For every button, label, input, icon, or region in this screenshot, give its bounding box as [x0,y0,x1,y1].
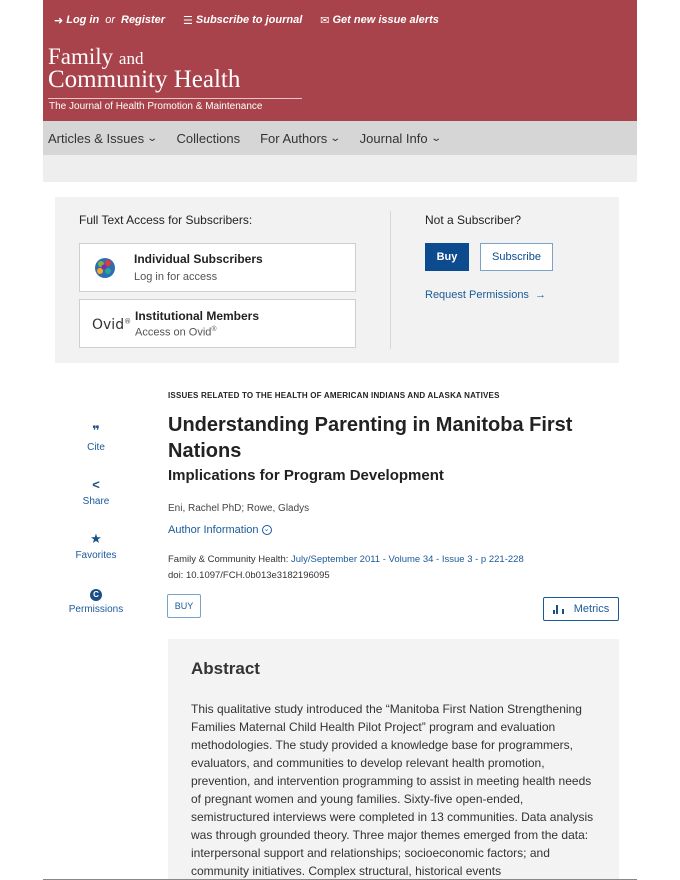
citation-journal: Family & Community Health: [168,554,292,565]
login-icon: ➜ [54,14,64,27]
nav-journal-info[interactable] [360,131,440,146]
institutional-title: Institutional Members [135,309,260,323]
favorites-label: Favorites [75,550,117,561]
individual-title: Individual Subscribers [134,252,263,266]
chevron-down-icon: ⌄ [146,132,159,144]
star-icon: ★ [90,531,102,546]
logo-divider [48,98,302,99]
individual-subscribers-card[interactable] [79,243,356,292]
or-text: or [105,14,115,26]
buy-button[interactable]: Buy [425,243,469,271]
article-doi: doi: 10.1097/FCH.0b013e3182196095 [168,570,330,581]
sub-nav-bar [43,155,637,182]
cite-action[interactable] [66,424,126,453]
nav-articles-issues[interactable] [48,130,159,146]
bar-chart-icon [553,605,564,614]
institutional-subtitle: Access on Ovid® [135,326,217,339]
not-subscriber-label: Not a Subscriber? [425,213,522,227]
quote-icon: ❞ [92,423,100,438]
ovid-logo-text: Ovid [92,317,125,333]
request-permissions-link[interactable] [425,289,546,301]
cite-label: Cite [87,442,105,453]
favorites-action[interactable] [66,532,126,561]
metrics-label: Metrics [573,603,610,615]
logo-word-family: Family [48,44,114,69]
chevron-down-circle-icon: ⌄ [262,525,272,535]
site-header [43,0,637,121]
article-authors[interactable]: Eni, Rachel PhD; Rowe, Gladys [168,503,310,514]
issue-alerts-link[interactable]: Get new issue alerts [332,14,439,26]
share-action[interactable] [66,478,126,507]
wolters-kluwer-logo-icon [94,256,118,280]
nav-label: Articles & Issues [48,130,145,146]
article-section-kicker: ISSUES RELATED TO THE HEALTH OF AMERICAN INDIANS AND ALASKA NATIVES [168,391,500,400]
abstract-text: This qualitative study introduced the “Manitoba First Nation Strengthening Families Maternal Child Health Pilot Project” program and evaluation methodologies. The study provided a knowledge base for programmers, evaluators, and communities to develop relevant health promotion, prevention, and intervention programming to assist in meeting health needs of pregnant women and young families. Sixty-five open-ended, semistructured interviews were completed in 13 communities. Data analysis was through grounded theory. Three major themes emerged from the data: interpersonal support and relationships; socioeconomic factors; and community initiatives. Complex structural, historical events [191,702,594,878]
abstract-title: Abstract [191,659,260,678]
arrow-right-icon: → [532,289,547,301]
institutional-members-card[interactable] [79,299,356,348]
nav-label: For Authors [260,130,328,146]
chevron-down-icon: ⌄ [429,132,442,144]
author-information-label: Author Information [168,524,259,536]
journal-tagline: The Journal of Health Promotion & Maintenance [49,101,263,112]
article-citation [168,554,524,565]
envelope-icon: ✉ [320,14,330,27]
nav-collections[interactable] [176,131,240,146]
main-nav [43,121,637,155]
logo-word-and: and [118,49,144,68]
issue-link[interactable]: July/September 2011 - Volume 34 - Issue 3 - p 221-228 [291,554,524,565]
abstract-section [168,639,619,880]
institutional-subtitle-text: Access on Ovid [135,326,212,339]
chevron-down-icon: ⌄ [329,132,342,144]
author-information-toggle[interactable] [168,524,272,536]
top-links [54,12,439,28]
nav-for-authors[interactable] [260,131,340,146]
copyright-icon: C [66,586,126,600]
access-panel [55,197,619,363]
nav-label: Collections [176,130,241,146]
subscribe-button[interactable]: Subscribe [480,243,553,271]
request-permissions-label: Request Permissions [425,289,529,301]
logo-line-community-health[interactable]: Community Health [48,66,241,93]
subscribe-journal-link[interactable]: Subscribe to journal [195,14,303,26]
login-link[interactable]: Log in [66,14,100,26]
permissions-action[interactable] [66,586,126,615]
article-title: Understanding Parenting in Manitoba First Nations [168,414,573,462]
individual-subtitle: Log in for access [134,271,218,283]
nav-label: Journal Info [359,130,428,146]
share-label: Share [82,496,110,507]
access-divider [390,211,391,349]
menu-icon: ☰ [183,14,193,27]
access-title: Full Text Access for Subscribers: [79,213,253,227]
permissions-label: Permissions [68,604,124,615]
ovid-logo: Ovid® [92,317,132,333]
share-icon: < [92,477,100,492]
metrics-button[interactable] [543,597,619,621]
buy-article-button[interactable]: BUY [167,594,201,618]
register-link[interactable]: Register [121,14,166,26]
article-subtitle: Implications for Program Development [168,467,444,484]
